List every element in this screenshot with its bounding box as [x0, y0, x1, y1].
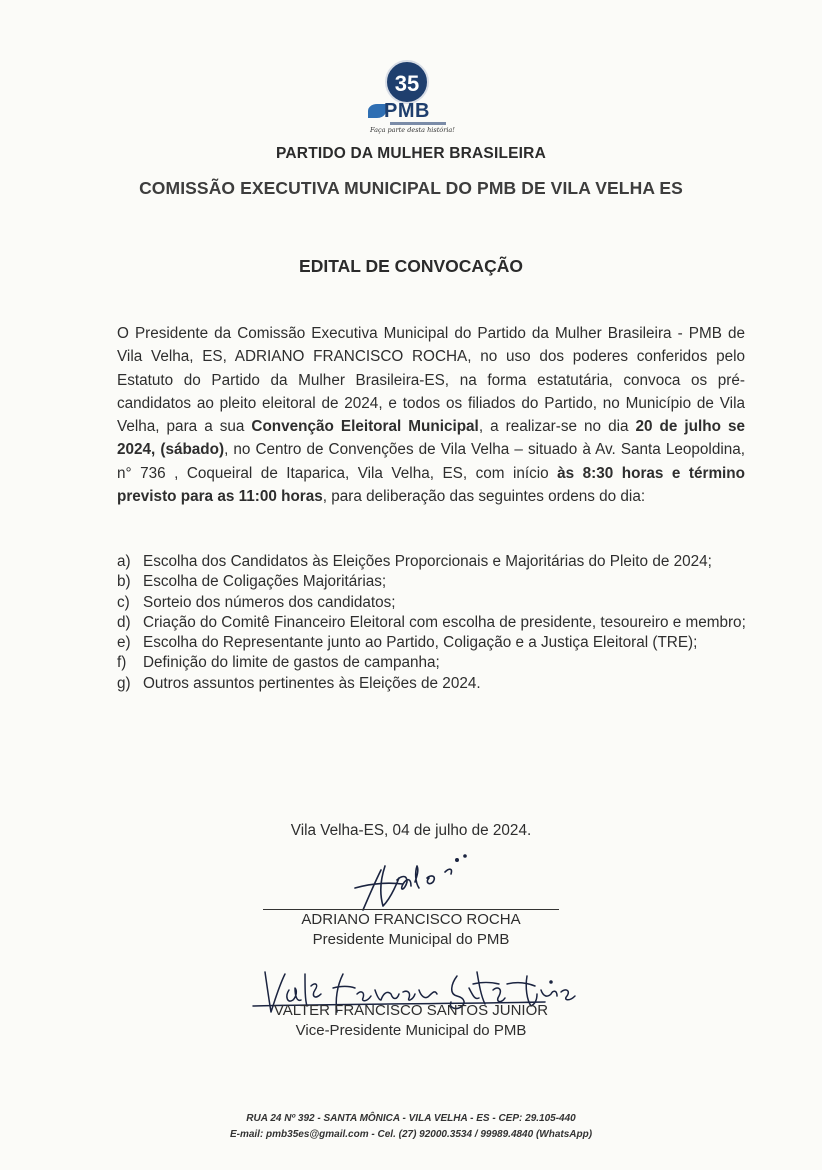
president-name: ADRIANO FRANCISCO ROCHA	[301, 911, 521, 928]
date-line: Vila Velha-ES, 04 de julho de 2024.	[290, 822, 532, 839]
agenda-text: Escolha de Coligações Majoritárias;	[143, 573, 387, 591]
logo-slogan: Faça parte desta história!	[370, 126, 455, 134]
committee-title: COMISSÃO EXECUTIVA MUNICIPAL DO PMB DE VILA VELHA ES	[139, 178, 683, 198]
signature-line	[263, 909, 559, 910]
agenda-marker: g)	[117, 674, 131, 692]
president-role: Presidente Municipal do PMB	[312, 931, 510, 948]
agenda-item	[117, 572, 747, 592]
agenda-marker: c)	[117, 593, 130, 611]
body-bold-1: Convenção Eleitoral Municipal	[251, 418, 479, 436]
agenda-marker: a)	[117, 553, 131, 570]
body-text-2: , a realizar-se no dia	[478, 418, 636, 436]
party-name: PARTIDO DA MULHER BRASILEIRA	[276, 145, 546, 162]
logo-text: PMB	[384, 100, 430, 122]
agenda-text: Escolha dos Candidatos às Eleições Proporcionais e Majoritárias do Pleito de 2024;	[143, 553, 712, 570]
vice-president-role: Vice-Presidente Municipal do PMB	[295, 1022, 527, 1039]
agenda-item	[117, 593, 747, 613]
body-text-4: , para deliberação das seguintes ordens do dia:	[322, 488, 646, 506]
agenda-text: Escolha do Representante junto ao Partido, Coligação e a Justiça Eleitoral (TRE);	[143, 634, 698, 652]
document-title: EDITAL DE CONVOCAÇÃO	[299, 256, 523, 276]
agenda-item	[117, 653, 747, 673]
logo-number-badge: 35	[385, 60, 429, 104]
agenda-marker: b)	[117, 573, 131, 591]
agenda-marker: e)	[117, 634, 131, 652]
footer-contact: E-mail: pmb35es@gmail.com - Cel. (27) 92000.3534 / 99989.4840 (WhatsApp)	[229, 1129, 593, 1140]
logo-underline	[390, 122, 446, 125]
agenda-item	[117, 552, 747, 572]
agenda-list	[117, 552, 747, 694]
vice-president-name: VALTER FRANCISCO SANTOS JUNIOR	[273, 1002, 549, 1019]
agenda-item	[117, 674, 747, 694]
footer-address: RUA 24 Nº 392 - SANTA MÔNICA - VILA VELHA - ES - CEP: 29.105-440	[246, 1113, 576, 1124]
pmb-logo	[360, 58, 460, 138]
agenda-text: Definição do limite de gastos de campanha;	[143, 654, 440, 672]
body-bold-3: às 8:30 horas e término previsto para as 11:00 horas	[117, 464, 745, 506]
president-signature	[345, 848, 475, 918]
convocation-paragraph	[117, 322, 745, 508]
agenda-marker: f)	[117, 654, 127, 672]
agenda-text: Outros assuntos pertinentes às Eleições de 2024.	[143, 674, 481, 692]
body-text-3: , no Centro de Convenções de Vila Velha – situado à Av. Santa Leopoldina, n° 736 , Coqueiral de Itaparica, Vila Velha, ES, com início	[117, 441, 745, 482]
agenda-text: Criação do Comitê Financeiro Eleitoral com escolha de presidente, tesoureiro e membro;	[143, 613, 746, 631]
body-bold-2: 20 de julho se 2024, (sábado)	[117, 418, 745, 459]
agenda-item	[117, 633, 747, 653]
agenda-item	[117, 613, 747, 633]
agenda-marker: d)	[117, 613, 131, 631]
body-text-1: O Presidente da Comissão Executiva Municipal do Partido da Mulher Brasileira - PMB de Vila Velha, ES, ADRIANO FRANCISCO ROCHA, no uso dos poderes conferidos pelo Estatuto do Partido da Mulher Brasileira-ES, na forma estatutária, convoca os pré-candidatos ao pleito eleitoral de 2024, e todos os filiados do Partido, no Município de Vila Velha, para a sua	[117, 325, 745, 436]
agenda-text: Sorteio dos números dos candidatos;	[143, 593, 396, 611]
